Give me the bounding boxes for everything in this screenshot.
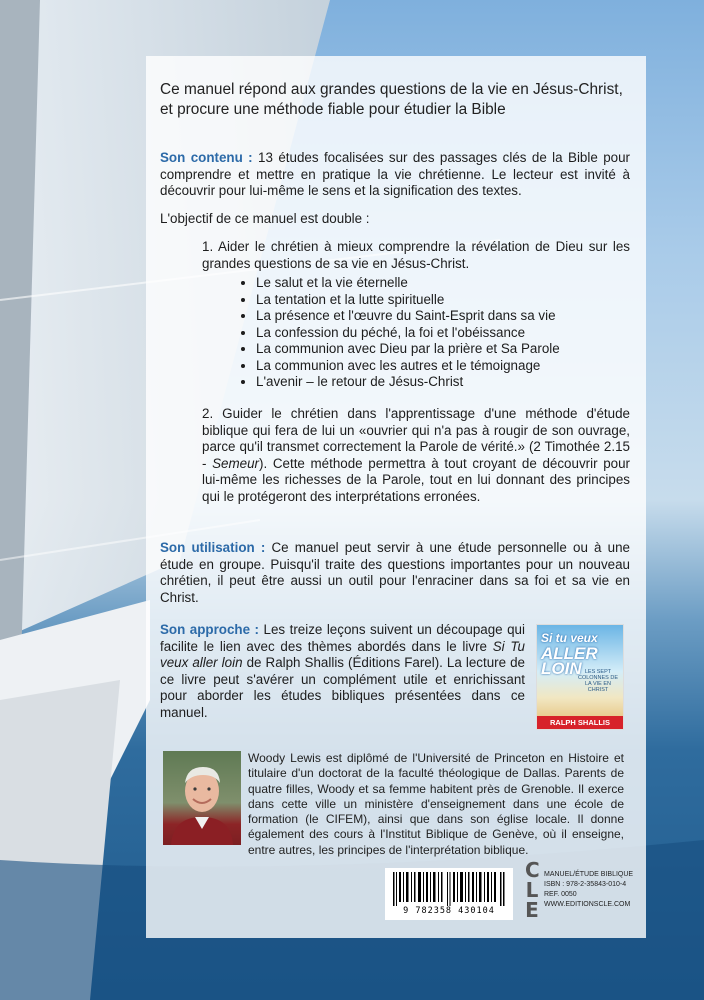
list-item: • Le salut et la vie éternelle — [256, 275, 636, 292]
publisher-logo-letter: C — [525, 858, 540, 882]
reference: REF. 0050 — [544, 891, 577, 898]
list-item: • La tentation et la lutte spirituelle — [256, 292, 636, 309]
list-item: • La communion avec les autres et le témoignage — [256, 358, 636, 375]
contenu-label: Son contenu : — [160, 150, 253, 165]
book-category: MANUEL/ÉTUDE BIBLIQUE — [544, 871, 634, 878]
book-title-line1: Si tu veux — [541, 631, 598, 645]
list-item: • La confession du péché, la foi et l'obéissance — [256, 325, 636, 342]
themes-list — [240, 275, 636, 391]
publisher-info — [544, 870, 644, 910]
book-author: RALPH SHALLIS — [537, 716, 623, 729]
point-2 — [202, 406, 630, 505]
publisher-logo-text — [525, 860, 539, 920]
barcode-bars — [393, 872, 505, 906]
objectif-text: L'objectif de ce manuel est double : — [160, 211, 370, 226]
approche-paragraph — [160, 622, 525, 721]
author-bio: Woody Lewis est diplômé de l'Université de Princeton en Histoire et titulaire d'un doctorat de la faculté théologique de Dallas. Parents de quatre filles, Woody et sa femme habitent près de Grenoble. Il exerce dans cette ville un ministère d'enseignement dans une école de formation (le CIFEM), ainsi que dans son église locale. Il donne également des cours à l'Institut Biblique de Genève, où il enseigne, entre autres, les principes de l'interprétation biblique. — [248, 751, 624, 857]
approche-book-title: Si Tu veux aller loin — [160, 638, 525, 670]
point-1: 1. Aider le chrétien à mieux comprendre la révélation de Dieu sur les grandes questions de sa vie en Jésus-Christ. — [202, 239, 630, 271]
book-title-line3: LOIN — [541, 659, 582, 678]
author-portrait-icon — [163, 751, 241, 845]
utilisation-label: Son utilisation : — [160, 540, 266, 555]
contenu-paragraph — [160, 150, 630, 200]
utilisation-paragraph — [160, 540, 630, 606]
list-item: • L'avenir – le retour de Jésus-Christ — [256, 374, 636, 391]
isbn: ISBN : 978-2-35843-010-4 — [544, 881, 627, 888]
website-link[interactable]: WWW.EDITIONSCLE.COM — [544, 901, 631, 908]
barcode-number: 9 782358 430104 — [403, 906, 495, 916]
book-subtitle: LES SEPT COLONNES DE LA VIE EN CHRIST — [577, 669, 619, 693]
list-item: • La présence et l'œuvre du Saint-Esprit dans sa vie — [256, 308, 636, 325]
publisher-logo — [525, 860, 539, 920]
approche-text-c: de Ralph Shallis (Éditions Farel). La lecture de ce livre peut s'avérer un complément utile et enrichissant pour aborder les études bibliques présentées dans ce manuel. — [160, 655, 526, 720]
contenu-text: 13 études focalisées sur des passages clés de la Bible pour comprendre et mettre en pratique la vie chrétienne. Le lecteur est invité à découvrir pour lui-même le sens et la signification des textes. — [160, 150, 630, 198]
barcode — [385, 868, 513, 920]
point-2-text-a: 2. Guider le chrétien dans l'apprentissage d'une méthode d'étude biblique qui fera de lui un «ouvrier qui n'a pas à rougir de son ouvrage, parce qu'il transmet correctement la Parole de vérité.» (2 Timothée 2.15 - — [202, 406, 630, 471]
approche-text-a: Les treize leçons suivent un découpage qui facilite le lien avec des thèmes abordés dans le livre — [160, 622, 525, 654]
book-title-line2: ALLER — [541, 644, 598, 663]
point-2-version: Semeur — [212, 455, 260, 471]
intro-heading: Ce manuel répond aux grandes questions de la vie en Jésus-Christ, et procure une méthode fiable pour étudier la Bible — [160, 81, 623, 118]
approche-label: Son approche : — [160, 622, 260, 637]
utilisation-text: Ce manuel peut servir à une étude personnelle ou à une étude en groupe. Puisqu'il traite des questions importantes pour un nouveau chrétien, il peut être aussi un outil pour l'enraciner dans sa foi et sa vie en Christ. — [160, 540, 630, 605]
list-item: • La communion avec Dieu par la prière et Sa Parole — [256, 341, 636, 358]
book-cover — [536, 624, 624, 730]
publisher-logo-letter: E — [525, 898, 539, 922]
publisher-logo-letter: L — [525, 878, 539, 902]
point-2-text-c: ). Cette méthode permettra à tout croyant de découvrir pour lui-même les richesses de la Parole, tout en lui donnant des principes qui le protégeront des interprétations erronées. — [202, 455, 630, 504]
author-photo — [163, 751, 241, 845]
